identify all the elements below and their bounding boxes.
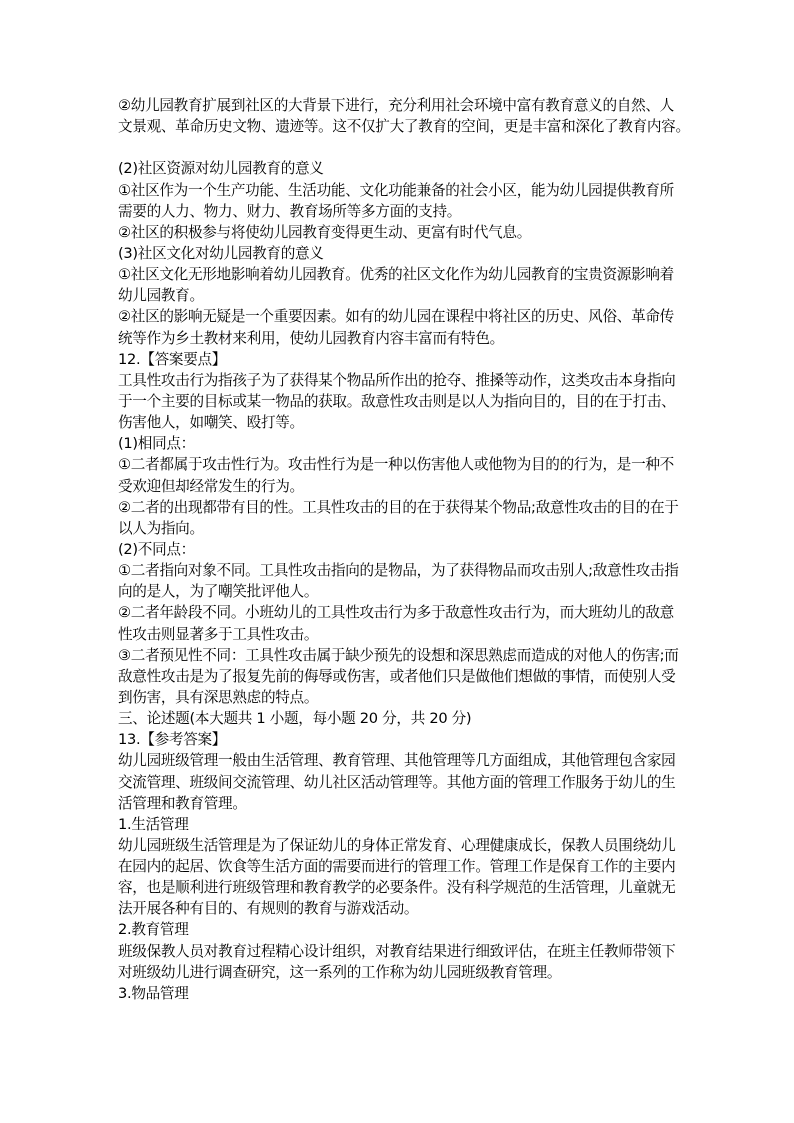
text-line: 三、论述题(本大题共 1 小题，每小题 20 分，共 20 分) <box>118 710 472 728</box>
section-heading <box>118 708 688 729</box>
text-line: ①二者都属于攻击性行为。攻击性行为是一种以伤害他人或他物为目的的行为，是一种不 <box>118 456 674 474</box>
paragraph <box>118 941 688 983</box>
text-line: 以人为指向。 <box>118 519 204 537</box>
section-heading <box>118 433 688 454</box>
text-line: ②社区的影响无疑是一个重要因素。如有的幼儿园在课程中将社区的历史、风俗、革命传 <box>118 308 674 326</box>
text-line: 到伤害，具有深思熟虑的特点。 <box>118 688 319 706</box>
section-heading <box>118 539 688 560</box>
text-line: ②二者年龄段不同。小班幼儿的工具性攻击行为多于敌意性攻击行为，而大班幼儿的敌意 <box>118 604 674 622</box>
text-line: 1.生活管理 <box>118 815 189 833</box>
text-line: 需要的人力、物力、财力、教育场所等多方面的支持。 <box>118 202 462 220</box>
section-heading <box>118 158 688 179</box>
text-line: 13.【参考答案】 <box>118 731 227 749</box>
text-line: ②社区的积极参与将使幼儿园教育变得更生动、更富有时代气息。 <box>118 223 532 241</box>
paragraph <box>118 750 688 813</box>
text-line: (2)不同点： <box>118 540 195 558</box>
paragraph <box>118 560 688 602</box>
text-line: ②幼儿园教育扩展到社区的大背景下进行，充分利用社会环境中富有教育意义的自然、人 <box>118 97 674 114</box>
text-line: (3)社区文化对幼儿园教育的意义 <box>118 244 324 262</box>
paragraph <box>118 497 688 539</box>
text-line: 3.物品管理 <box>118 984 189 1002</box>
text-line: 幼儿园班级管理一般由生活管理、教育管理、其他管理等几方面组成，其他管理包含家园 <box>118 752 676 770</box>
paragraph <box>118 180 688 222</box>
text-line: 交流管理、班级间交流管理、幼儿社区活动管理等。其他方面的管理工作服务于幼儿的生 <box>118 773 676 791</box>
text-line: ①社区文化无形地影响着幼儿园教育。优秀的社区文化作为幼儿园教育的宝贵资源影响着 <box>118 266 674 284</box>
document-page <box>118 95 688 1004</box>
text-line: 2.教育管理 <box>118 921 189 939</box>
paragraph <box>118 222 688 243</box>
section-heading <box>118 983 688 1004</box>
text-line: 活管理和教育管理。 <box>118 794 247 812</box>
text-line: 文景观、革命历史文物、遗迹等。这不仅扩大了教育的空间，更是丰富和深化了教育内容。 <box>118 118 690 136</box>
text-line: 幼儿园班级生活管理是为了保证幼儿的身体正常发育、心理健康成长，保教人员围绕幼儿 <box>118 836 676 854</box>
text-line: 幼儿园教育。 <box>118 287 204 305</box>
text-line: 向的是人，为了嘲笑批评他人。 <box>118 583 319 601</box>
text-line: 在园内的起居、饮食等生活方面的需要而进行的管理工作。管理工作是保育工作的主要内 <box>118 858 676 876</box>
text-line: (1)相同点： <box>118 435 195 453</box>
section-heading <box>118 729 688 750</box>
text-line: 工具性攻击行为指孩子为了获得某个物品所作出的抢夺、推搡等动作，这类攻击本身指向 <box>118 371 676 389</box>
paragraph <box>118 370 688 433</box>
paragraph <box>118 835 688 920</box>
text-line: 统等作为乡土教材来利用，使幼儿园教育内容丰富而有特色。 <box>118 329 504 347</box>
text-line: 法开展各种有目的、有规则的教育与游戏活动。 <box>118 900 419 918</box>
paragraph <box>118 306 688 348</box>
spacer <box>118 137 688 158</box>
section-heading <box>118 349 688 370</box>
section-heading <box>118 243 688 264</box>
paragraph <box>118 602 688 644</box>
text-line: ①二者指向对象不同。工具性攻击指向的是物品，为了获得物品而攻击别人;敌意性攻击指 <box>118 562 679 580</box>
text-line: 敌意性攻击是为了报复先前的侮辱或伤害，或者他们只是做他们想做的事情，而使别人受 <box>118 667 676 685</box>
text-line: 受欢迎但却经常发生的行为。 <box>118 477 304 495</box>
paragraph <box>118 645 688 708</box>
text-line: 12.【答案要点】 <box>118 350 227 368</box>
text-line: 性攻击则显著多于工具性攻击。 <box>118 625 319 643</box>
text-line: ①社区作为一个生产功能、生活功能、文化功能兼备的社会小区，能为幼儿园提供教育所 <box>118 181 674 199</box>
section-heading <box>118 919 688 940</box>
text-line: 容，也是顺利进行班级管理和教育教学的必要条件。没有科学规范的生活管理，儿童就无 <box>118 879 676 897</box>
text-line: 伤害他人，如嘲笑、殴打等。 <box>118 414 304 432</box>
text-line: 于一个主要的目标或某一物品的获取。敌意性攻击则是以人为指向目的，目的在于打击、 <box>118 392 676 410</box>
text-line: 对班级幼儿进行调查研究，这一系列的工作称为幼儿园班级教育管理。 <box>118 963 562 981</box>
paragraph <box>118 264 688 306</box>
paragraph <box>118 454 688 496</box>
text-line: 班级保教人员对教育过程精心设计组织，对教育结果进行细致评估，在班主任教师带领下 <box>118 942 676 960</box>
paragraph <box>118 95 688 137</box>
text-line: ②二者的出现都带有目的性。工具性攻击的目的在于获得某个物品;敌意性攻击的目的在于 <box>118 498 679 516</box>
text-line: ③二者预见性不同：工具性攻击属于缺少预先的设想和深思熟虑而造成的对他人的伤害;而 <box>118 646 679 664</box>
text-line: (2)社区资源对幼儿园教育的意义 <box>118 160 324 178</box>
section-heading <box>118 814 688 835</box>
